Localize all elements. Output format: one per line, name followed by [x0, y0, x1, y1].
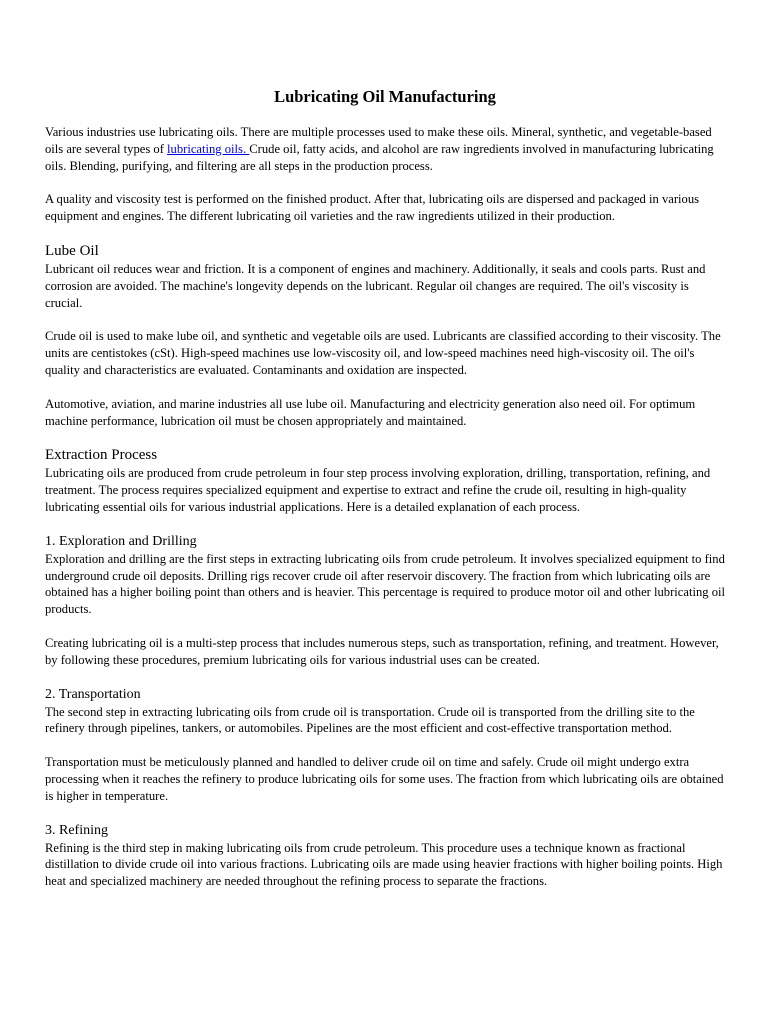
intro-text-before-link: Various industries use lubricating oils. There are multiple processes used to make these oils. Mineral, synthetic, and vegetable-based oils are several types of [45, 125, 712, 156]
refining-paragraph-1: Refining is the third step in making lubricating oils from crude petroleum. This procedure uses a technique known as fractional distillation to divide crude oil into various fractions. Lubricating oils are made using heavier fractions with higher boiling points. High heat and specialized machinery are needed throughout the refining process to separate the fractions. [45, 840, 723, 889]
section-heading-transportation: 2. Transportation [45, 686, 141, 702]
lube-oil-paragraph-2: Crude oil is used to make lube oil, and synthetic and vegetable oils are used. Lubricants are classified according to their viscosity. The units are centistokes (cSt). High-speed machines use low-viscosity oil, and low-speed machines need high-viscosity oil. The oil's quality and characteristics are evaluated. Contaminants and oxidation are inspected. [45, 329, 721, 377]
section-heading-exploration-drilling: 1. Exploration and Drilling [45, 533, 197, 549]
transportation-paragraph-2: Transportation must be meticulously planned and handled to deliver crude oil on time and safely. Crude oil might undergo extra processing when it reaches the refinery to produce lubricating oils for some uses. The fraction from which lubricating oils are obtained is higher in temperature. [45, 755, 724, 803]
exploration-paragraph-2: Creating lubricating oil is a multi-step process that includes numerous steps, such as transportation, refining, and treatment. However, by following these procedures, premium lubricating oils for various industrial uses can be created. [45, 635, 719, 667]
transportation-paragraph-1: The second step in extracting lubricating oils from crude oil is transportation. Crude oil is transported from the drilling site to the refinery through pipelines, tankers, or automobiles. Pipelines are the most efficient and cost-effective transportation method. [45, 704, 695, 736]
section-heading-refining: 3. Refining [45, 822, 108, 838]
lubricating-oils-link[interactable]: lubricating oils. [167, 141, 250, 156]
page-title: Lubricating Oil Manufacturing [274, 87, 496, 106]
exploration-paragraph-1: Exploration and drilling are the first steps in extracting lubricating oils from crude petroleum. It involves specialized equipment to find underground crude oil deposits. Drilling rigs recover crude oil after reservoir discovery. The fraction from which lubricating oils are obtained has a higher boiling point than others and is heavier. This percentage is required to produce motor oil and other lubricating oil products. [45, 551, 726, 617]
intro-paragraph-1 [45, 124, 725, 174]
document-page [45, 80, 725, 907]
section-heading-lube-oil: Lube Oil [45, 242, 99, 259]
intro-text-after-link: Crude oil, fatty acids, and alcohol are raw ingredients involved in manufacturing lubricating oils. Blending, purifying, and filtering are all steps in the production process. [45, 141, 714, 173]
lube-oil-paragraph-1: Lubricant oil reduces wear and friction. It is a component of engines and machinery. Additionally, it seals and cools parts. Rust and corrosion are avoided. The machine's longevity depends on the lubricant. Regular oil changes are required. The oil's viscosity is crucial. [45, 261, 706, 310]
section-heading-extraction-process: Extraction Process [45, 447, 158, 464]
lube-oil-paragraph-3: Automotive, aviation, and marine industries all use lube oil. Manufacturing and electricity generation also need oil. For optimum machine performance, lubrication oil must be chosen appropriately and maintained. [45, 396, 696, 428]
extraction-paragraph-1: Lubricating oils are produced from crude petroleum in four step process involving exploration, drilling, transportation, refining, and treatment. The process requires specialized equipment and expertise to extract and refine the crude oil, resulting in high-quality lubricating essential oils for various industrial applications. Here is a detailed explanation of each process. [45, 466, 711, 514]
intro-paragraph-2: A quality and viscosity test is performed on the finished product. After that, lubricating oils are dispersed and packaged in various equipment and engines. The different lubricating oil varieties and the raw ingredients utilized in their production. [45, 192, 700, 224]
